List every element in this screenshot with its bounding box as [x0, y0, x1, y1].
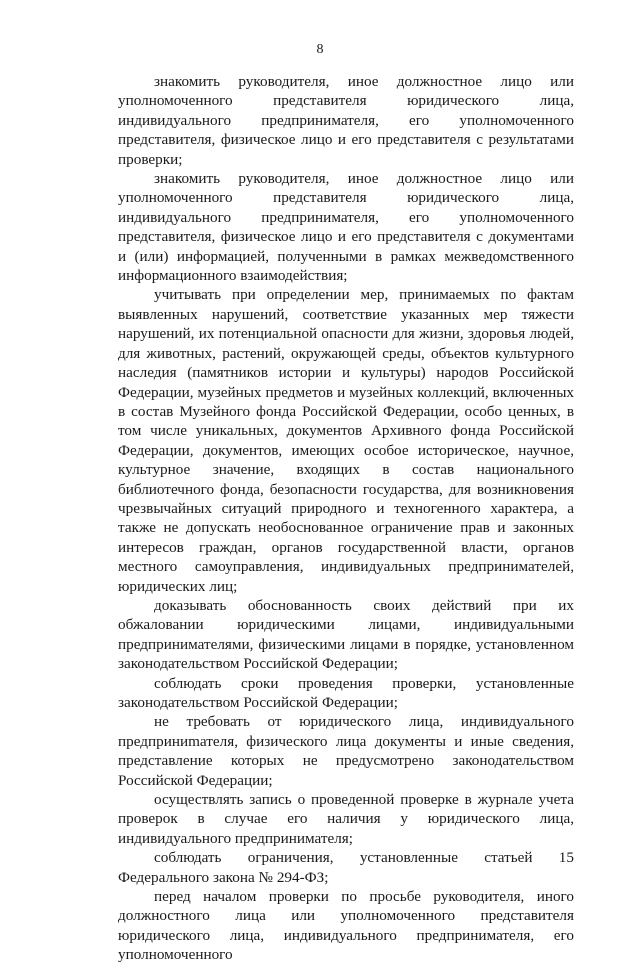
- paragraph-2: знакомить руководителя, иное должностное лицо или уполномоченного представителя юридического лица, индивидуального предпринимателя, его уполномоченного представителя, физическое лицо и его представителя с документами и (или) информацией, полученными в рамках межведомственного информационного взаимодействия;: [118, 170, 574, 285]
- paragraph-1: знакомить руководителя, иное должностное лицо или уполномоченного представителя юридического лица, индивидуального предпринимателя, его уполномоченного представителя, физическое лицо и его представителя с результатами проверки;: [118, 73, 574, 168]
- page-number: 8: [316, 42, 324, 57]
- paragraph-6: не требовать от юридического лица, индивидуального предприниmателя, физического лица документы и иные сведения, представление которых не предусмотрено законодательством Российской Федерации;: [118, 713, 574, 789]
- paragraph-5: соблюдать сроки проведения проверки, установленные законодательством Российской Федерации;: [118, 674, 574, 711]
- document-body: [118, 72, 574, 965]
- paragraph-8: соблюдать ограничения, установленные статьей 15 Федерального закона № 294-ФЗ;: [118, 849, 574, 886]
- paragraph-9: перед началом проверки по просьбе руководителя, иного должностного лица или уполномоченного представителя юридического лица, индивидуального предпринимателя, его уполномоченного: [118, 888, 574, 964]
- paragraph-7: осуществлять запись о проведенной проверке в журнале учета проверок в случае его наличия у юридического лица, индивидуального предпринимателя;: [118, 791, 574, 847]
- paragraph-3: учитывать при определении мер, принимаемых по фактам выявленных нарушений, соответствие указанных мер тяжести нарушений, их потенциальной опасности для жизни, здоровья людей, для животных, растений, окружающей среды, объектов культурного наследия (памятников истории и культуры) народов Российской Федерации, музейных предметов и музейных коллекций, включенных в состав Музейного фонда Российской Федерации, особо ценных, в том числе уникальных, документов Архивного фонда Российской Федерации, документов, имеющих особое историческое, научное, культурное значение, входящих в состав национального библиотечного фонда, безопасности государства, для возникновения чрезвычайных ситуаций природного и техногенного характера, а также не допускать необоснованное ограничение прав и законных интересов граждан, органов государственной власти, органов местного самоуправления, индивидуальных предпринимателей, юридических лиц;: [118, 286, 574, 595]
- paragraph-4: доказывать обоснованность своих действий при их обжаловании юридическими лицами, индивидуальными предпринимателями, физическими лицами в порядке, установленном законодательством Российской Федерации;: [118, 596, 574, 673]
